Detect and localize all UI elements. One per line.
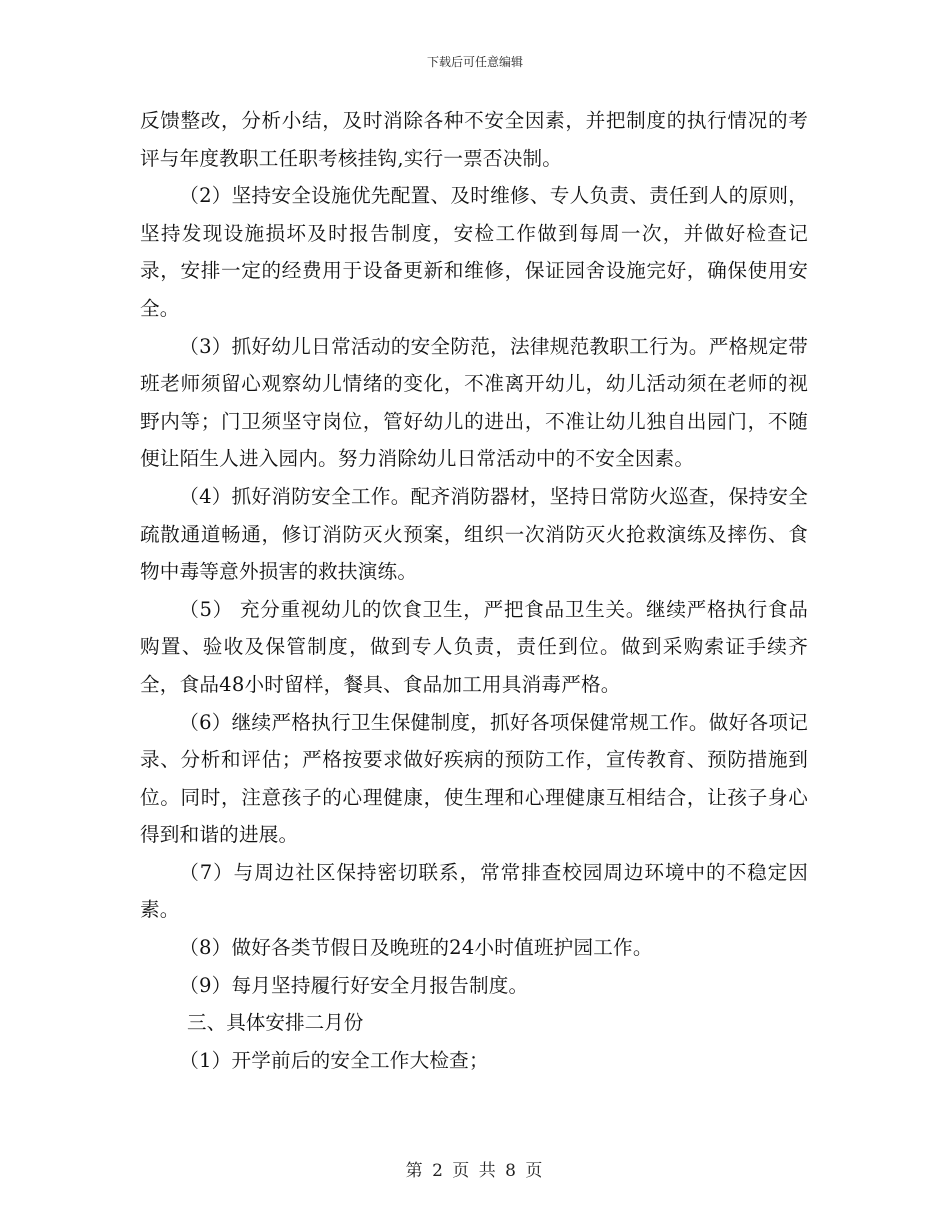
header-note: 下载后可任意编辑 <box>426 55 523 69</box>
paragraph-continuation: 反馈整改，分析小结，及时消除各种不安全因素，并把制度的执行情况的考评与年度教职工任职考核挂钩,实行一票否决制。 <box>140 109 808 170</box>
paragraph-item-8: （8）做好各类节假日及晚班的24小时值班护园工作。 <box>179 936 653 960</box>
paragraph-item-5: （5） 充分重视幼儿的饮食卫生，严把食品卫生关。继续严格执行食品购置、验收及保管制度，做到专人负责，责任到位。做到采购索证手续齐全，食品48小时留样，餐具、食品加工用具消毒严格。 <box>140 597 808 696</box>
paragraph-item-3: （3）抓好幼儿日常活动的安全防范，法律规范教职工行为。严格规定带班老师须留心观察幼儿情绪的变化，不准离开幼儿，幼儿活动须在老师的视野内等；门卫须坚守岗位，管好幼儿的进出，不准让幼儿独自出园门，不随便让陌生人进入园内。努力消除幼儿日常活动中的不安全因素。 <box>140 334 808 471</box>
paragraph-item-2: （2）坚持安全设施优先配置、及时维修、专人负责、责任到人的原则，坚持发现设施损坏及时报告制度，安检工作做到每周一次，并做好检查记录，安排一定的经费用于设备更新和维修，保证园舍设施完好，确保使用安全。 <box>140 184 808 320</box>
paragraph-item-9: （9）每月坚持履行好安全月报告制度。 <box>179 973 529 997</box>
paragraph-item-6: （6）继续严格执行卫生保健制度，抓好各项保健常规工作。做好各项记录、分析和评估；严格按要求做好疾病的预防工作，宣传教育、预防措施到位。同时，注意孩子的心理健康，使生理和心理健康互相结合，让孩子身心得到和谐的进展。 <box>140 710 808 847</box>
section-heading: 三、具体安排二月份 <box>187 1011 364 1035</box>
page-number-footer: 第 2 页 共 8 页 <box>405 1161 545 1181</box>
section-item-1: （1）开学前后的安全工作大检查； <box>179 1048 489 1072</box>
paragraph-item-7: （7）与周边社区保持密切联系，常常排查校园周边环境中的不稳定因素。 <box>140 860 808 922</box>
paragraph-item-4: （4）抓好消防安全工作。配齐消防器材，坚持日常防火巡查，保持安全疏散通道畅通，修订消防灭火预案，组织一次消防灭火抢救演练及摔伤、食物中毒等意外损害的救扶演练。 <box>140 484 808 584</box>
document-body <box>140 102 808 1079</box>
